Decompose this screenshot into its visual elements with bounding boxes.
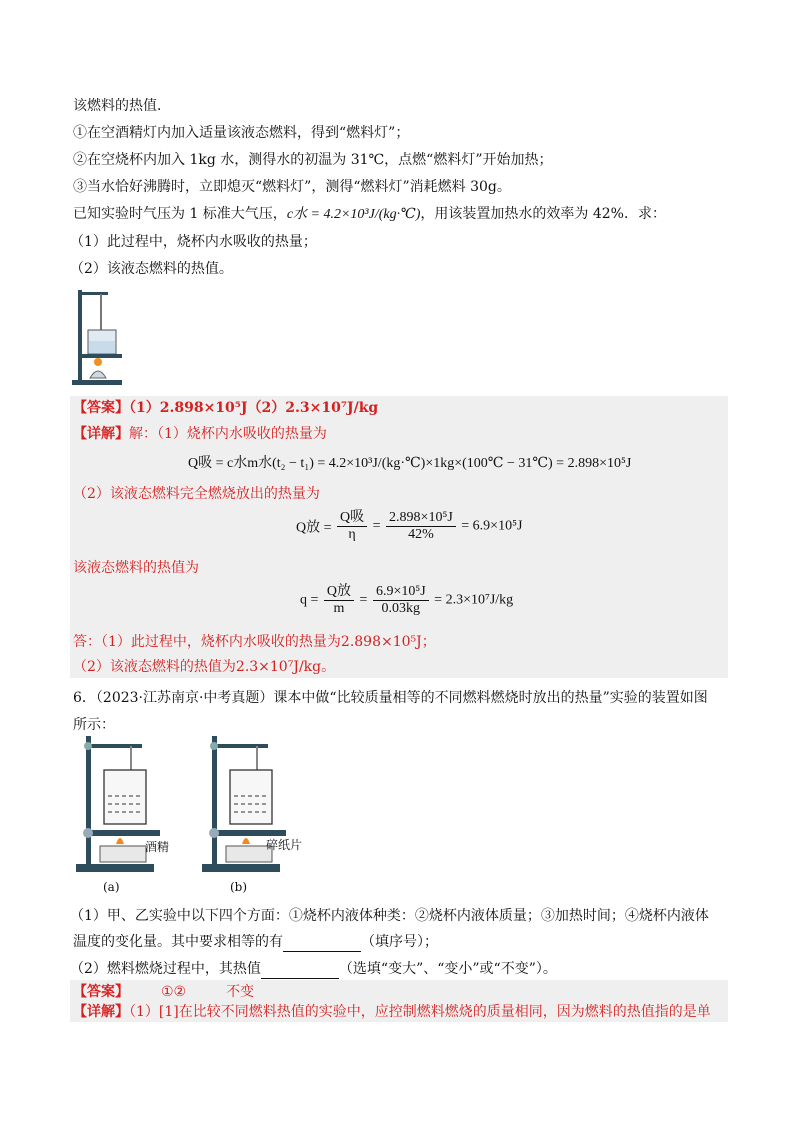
detail-6-line bbox=[73, 1002, 711, 1022]
sub-1b-text-b: （填序号）； bbox=[361, 934, 438, 950]
answer-6-value-1: ①② bbox=[161, 984, 187, 1000]
sub-2-text-a: （2）燃料燃烧过程中，其热值 bbox=[70, 961, 261, 977]
question-2: （2）该液态燃料的热值。 bbox=[70, 261, 233, 277]
step-2: ②在空烧杯内加入 1kg 水，测得水的初温为 31℃，点燃“燃料灯”开始加热； bbox=[73, 152, 553, 168]
conclusion-2: （2）该液态燃料的热值为2.3×10⁷J/kg。 bbox=[73, 659, 336, 675]
equals-sign: = bbox=[372, 518, 381, 534]
conclusion-1: 答：（1）此过程中，烧杯内水吸收的热量为2.898×10⁵J； bbox=[73, 634, 436, 650]
detail-line bbox=[73, 424, 327, 444]
detail-6-tag: 【详解】 bbox=[73, 1004, 129, 1020]
answer-blank-2[interactable] bbox=[261, 964, 339, 979]
answer-6-value-2: 不变 bbox=[226, 984, 255, 1000]
intro-text: 该燃料的热值． bbox=[73, 98, 171, 114]
paper-fuel-apparatus-figure bbox=[200, 734, 310, 874]
formula-lhs: Q放 = bbox=[296, 520, 332, 536]
part-3-heading: 该液态燃料的热值为 bbox=[73, 560, 199, 576]
specific-heat-formula: c水 = 4.2×10³J/(kg·℃) bbox=[286, 207, 421, 222]
fraction-denominator: 42% bbox=[408, 527, 434, 542]
answer-tag: 【答案】 bbox=[73, 400, 129, 416]
answer-6-line bbox=[73, 982, 254, 1002]
answer-blank-1[interactable] bbox=[283, 937, 361, 952]
step-1: ①在空酒精灯内加入适量该液态燃料，得到“燃料灯”； bbox=[73, 125, 410, 141]
known-text-b: ，用该装置加热水的效率为 42%．求： bbox=[420, 206, 666, 222]
formula-lhs: q = bbox=[300, 592, 319, 608]
detail-tag: 【详解】 bbox=[73, 426, 129, 442]
sub-2-text-b: （选填“变大”、“变小”或“不变”）。 bbox=[338, 961, 557, 977]
answer-6-tag: 【答案】 bbox=[73, 984, 129, 1000]
answer-text: （1）2.898×10⁵J（2）2.3×10⁷J/kg bbox=[129, 400, 379, 416]
detail-6-text: （1）[1]在比较不同燃料热值的实验中，应控制燃料燃烧的质量相同，因为燃料的热值指的是单 bbox=[129, 1004, 711, 1020]
fraction-numerator: 6.9×10⁵J bbox=[373, 584, 429, 601]
fraction-denominator: η bbox=[348, 527, 356, 542]
fraction-denominator: m bbox=[333, 601, 345, 616]
sub-1b-text-a: 温度的变化量。其中要求相等的有 bbox=[73, 934, 283, 950]
question-6-stem: 6．（2023·江苏南京·中考真题）课本中做“比较质量相等的不同燃料燃烧时放出的热量”实验的装置如图 bbox=[73, 690, 708, 706]
fraction-numerator: Q吸 bbox=[337, 510, 367, 527]
formula-result: = 6.9×10⁵J bbox=[461, 518, 523, 534]
heat-value-formula bbox=[300, 584, 513, 617]
heat-released-formula bbox=[296, 510, 522, 543]
detail-text: 解：（1）烧杯内水吸收的热量为 bbox=[129, 426, 327, 442]
heat-absorbed-formula: Q吸 = c水m水(t₂ − t₁) = 4.2×10³J/(kg·℃)×1kg×(100℃ − 31℃) = 2.898×10⁵J bbox=[188, 456, 632, 471]
figure-caption-b: (b) bbox=[230, 880, 248, 894]
question-6-sub-1b bbox=[73, 932, 438, 952]
fraction-denominator: 0.03kg bbox=[381, 601, 421, 616]
fuel-label-alcohol: 酒精 bbox=[145, 840, 170, 854]
fraction-numerator: 2.898×10⁵J bbox=[386, 510, 456, 527]
part-2-heading: （2）该液态燃料完全燃烧放出的热量为 bbox=[73, 486, 320, 502]
fuel-label-paper: 碎纸片 bbox=[266, 838, 303, 852]
answer-line bbox=[73, 398, 378, 418]
fuel-lamp-apparatus-figure bbox=[70, 286, 134, 386]
question-6-stem-2: 所示： bbox=[73, 717, 115, 733]
question-6-sub-1: （1）甲、乙实验中以下四个方面：①烧杯内液体种类：②烧杯内液体质量；③加热时间；④烧杯内液体 bbox=[70, 908, 709, 924]
figure-caption-a: (a) bbox=[103, 880, 120, 894]
question-1: （1）此过程中，烧杯内水吸收的热量； bbox=[70, 234, 317, 250]
fraction-numerator: Q放 bbox=[324, 584, 354, 601]
step-3: ③当水恰好沸腾时，立即熄灭“燃料灯”，测得“燃料灯”消耗燃料 30g。 bbox=[73, 179, 511, 195]
formula-result: = 2.3×10⁷J/kg bbox=[434, 592, 514, 608]
equals-sign: = bbox=[359, 592, 368, 608]
known-text-a: 已知实验时气压为 1 标准大气压， bbox=[73, 206, 287, 222]
known-conditions bbox=[73, 204, 666, 225]
question-6-sub-2 bbox=[70, 959, 557, 979]
